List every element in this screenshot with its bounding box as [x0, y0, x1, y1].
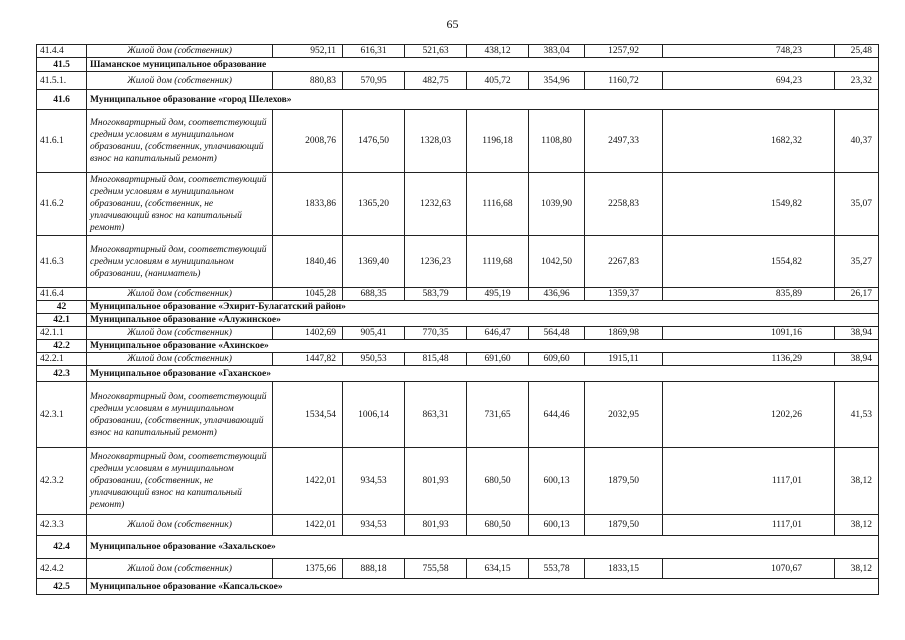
value-cell: 2267,83: [585, 236, 663, 288]
value-cell: 38,12: [835, 559, 879, 579]
row-code: 41.6.1: [37, 110, 87, 173]
value-cell: 26,17: [835, 288, 879, 301]
section-row: [37, 314, 879, 327]
value-cell: 38,12: [835, 448, 879, 515]
value-cell: 1045,28: [273, 288, 343, 301]
page-number: 65: [446, 17, 459, 31]
value-cell: 600,13: [529, 515, 585, 536]
value-cell: 1375,66: [273, 559, 343, 579]
value-cell: 815,48: [405, 353, 467, 366]
value-cell: 38,94: [835, 327, 879, 340]
value-cell: 553,78: [529, 559, 585, 579]
section-row: [37, 340, 879, 353]
value-cell: 438,12: [467, 45, 529, 58]
value-cell: 801,93: [405, 515, 467, 536]
row-code: 41.4.4: [37, 45, 87, 58]
row-code: 42.2: [37, 340, 87, 353]
row-description: Многоквартирный дом, соответствующий средним условиям в муниципальном образовании, (наниматель): [87, 236, 273, 288]
row-description: Многоквартирный дом, соответствующий средним условиям в муниципальном образовании, (собственник, уплачивающий взнос на капитальный ремонт): [87, 110, 273, 173]
value-cell: 1117,01: [663, 448, 835, 515]
value-cell: 25,48: [835, 45, 879, 58]
value-cell: 1549,82: [663, 173, 835, 236]
value-cell: 1369,40: [343, 236, 405, 288]
value-cell: 1422,01: [273, 448, 343, 515]
row-code: 41.5.1.: [37, 72, 87, 90]
value-cell: 521,63: [405, 45, 467, 58]
table-row: [37, 288, 879, 301]
value-cell: 2497,33: [585, 110, 663, 173]
row-description: Жилой дом (собственник): [87, 515, 273, 536]
row-code: 42.3.2: [37, 448, 87, 515]
value-cell: 1091,16: [663, 327, 835, 340]
value-cell: 482,75: [405, 72, 467, 90]
row-code: 41.6.4: [37, 288, 87, 301]
row-description: Жилой дом (собственник): [87, 45, 273, 58]
section-row: [37, 366, 879, 382]
value-cell: 1534,54: [273, 382, 343, 448]
row-code: 42.3: [37, 366, 87, 382]
section-title: Муниципальное образование «Алужинское»: [87, 314, 879, 327]
row-code: 42: [37, 301, 87, 314]
section-row: [37, 579, 879, 595]
value-cell: 583,79: [405, 288, 467, 301]
value-cell: 436,96: [529, 288, 585, 301]
table-row: [37, 72, 879, 90]
value-cell: 2258,83: [585, 173, 663, 236]
value-cell: 1042,50: [529, 236, 585, 288]
value-cell: 1236,23: [405, 236, 467, 288]
row-code: 42.3.1: [37, 382, 87, 448]
value-cell: 1232,63: [405, 173, 467, 236]
table-row: [37, 45, 879, 58]
value-cell: 354,96: [529, 72, 585, 90]
value-cell: 2008,76: [273, 110, 343, 173]
value-cell: 880,83: [273, 72, 343, 90]
row-description: Жилой дом (собственник): [87, 353, 273, 366]
table-row: [37, 448, 879, 515]
section-title: Муниципальное образование «Капсальское»: [87, 579, 879, 595]
row-description: Многоквартирный дом, соответствующий средним условиям в муниципальном образовании, (собственник, не уплачивающий взнос на капитальный ремонт): [87, 448, 273, 515]
value-cell: 1070,67: [663, 559, 835, 579]
value-cell: 383,04: [529, 45, 585, 58]
value-cell: 755,58: [405, 559, 467, 579]
row-description: Многоквартирный дом, соответствующий средним условиям в муниципальном образовании, (собственник, не уплачивающий взнос на капитальный ремонт): [87, 173, 273, 236]
value-cell: 1833,15: [585, 559, 663, 579]
value-cell: 1119,68: [467, 236, 529, 288]
value-cell: 934,53: [343, 448, 405, 515]
value-cell: 1136,29: [663, 353, 835, 366]
row-description: Жилой дом (собственник): [87, 288, 273, 301]
section-title: Муниципальное образование «Захальское»: [87, 536, 879, 559]
table-row: [37, 515, 879, 536]
value-cell: 38,12: [835, 515, 879, 536]
tariff-table: [36, 44, 879, 595]
value-cell: 1202,26: [663, 382, 835, 448]
row-code: 42.4.2: [37, 559, 87, 579]
value-cell: 646,47: [467, 327, 529, 340]
value-cell: 835,89: [663, 288, 835, 301]
value-cell: 1039,90: [529, 173, 585, 236]
value-cell: 1116,68: [467, 173, 529, 236]
value-cell: 1682,32: [663, 110, 835, 173]
row-code: 41.6.3: [37, 236, 87, 288]
value-cell: 694,23: [663, 72, 835, 90]
value-cell: 1365,20: [343, 173, 405, 236]
value-cell: 934,53: [343, 515, 405, 536]
value-cell: 680,50: [467, 515, 529, 536]
row-code: 41.6.2: [37, 173, 87, 236]
row-code: 42.5: [37, 579, 87, 595]
table-row: [37, 110, 879, 173]
value-cell: 1879,50: [585, 515, 663, 536]
row-code: 42.1.1: [37, 327, 87, 340]
value-cell: 1840,46: [273, 236, 343, 288]
value-cell: 1117,01: [663, 515, 835, 536]
table-row: [37, 327, 879, 340]
value-cell: 1422,01: [273, 515, 343, 536]
value-cell: 950,53: [343, 353, 405, 366]
value-cell: 495,19: [467, 288, 529, 301]
value-cell: 1869,98: [585, 327, 663, 340]
table-row: [37, 353, 879, 366]
value-cell: 748,23: [663, 45, 835, 58]
value-cell: 1554,82: [663, 236, 835, 288]
value-cell: 2032,95: [585, 382, 663, 448]
value-cell: 688,35: [343, 288, 405, 301]
value-cell: 616,31: [343, 45, 405, 58]
value-cell: 1328,03: [405, 110, 467, 173]
value-cell: 1833,86: [273, 173, 343, 236]
row-description: Многоквартирный дом, соответствующий средним условиям в муниципальном образовании, (собственник, уплачивающий взнос на капитальный ремонт): [87, 382, 273, 448]
value-cell: 863,31: [405, 382, 467, 448]
section-row: [37, 90, 879, 110]
section-row: [37, 536, 879, 559]
row-description: Жилой дом (собственник): [87, 559, 273, 579]
section-title: Муниципальное образование «Гаханское»: [87, 366, 879, 382]
value-cell: 1402,69: [273, 327, 343, 340]
table-body: [37, 45, 879, 595]
value-cell: 35,27: [835, 236, 879, 288]
table-row: [37, 382, 879, 448]
row-description: Жилой дом (собственник): [87, 327, 273, 340]
row-code: 42.4: [37, 536, 87, 559]
value-cell: 680,50: [467, 448, 529, 515]
value-cell: 1476,50: [343, 110, 405, 173]
row-code: 41.5: [37, 58, 87, 72]
value-cell: 35,07: [835, 173, 879, 236]
value-cell: 1196,18: [467, 110, 529, 173]
value-cell: 1915,11: [585, 353, 663, 366]
row-code: 42.1: [37, 314, 87, 327]
section-title: Муниципальное образование «город Шелехов»: [87, 90, 879, 110]
value-cell: 1006,14: [343, 382, 405, 448]
section-title: Муниципальное образование «Эхирит-Булагатский район»: [87, 301, 879, 314]
value-cell: 691,60: [467, 353, 529, 366]
value-cell: 1447,82: [273, 353, 343, 366]
value-cell: 634,15: [467, 559, 529, 579]
value-cell: 564,48: [529, 327, 585, 340]
table-row: [37, 559, 879, 579]
value-cell: 1257,92: [585, 45, 663, 58]
row-code: 41.6: [37, 90, 87, 110]
value-cell: 570,95: [343, 72, 405, 90]
value-cell: 609,60: [529, 353, 585, 366]
value-cell: 770,35: [405, 327, 467, 340]
section-title: Шаманское муниципальное образование: [87, 58, 879, 72]
value-cell: 38,94: [835, 353, 879, 366]
value-cell: 644,46: [529, 382, 585, 448]
section-row: [37, 58, 879, 72]
value-cell: 41,53: [835, 382, 879, 448]
value-cell: 600,13: [529, 448, 585, 515]
row-code: 42.3.3: [37, 515, 87, 536]
row-description: Жилой дом (собственник): [87, 72, 273, 90]
table-row: [37, 236, 879, 288]
section-title: Муниципальное образование «Ахинское»: [87, 340, 879, 353]
value-cell: 23,32: [835, 72, 879, 90]
value-cell: 801,93: [405, 448, 467, 515]
value-cell: 905,41: [343, 327, 405, 340]
value-cell: 1160,72: [585, 72, 663, 90]
value-cell: 731,65: [467, 382, 529, 448]
row-code: 42.2.1: [37, 353, 87, 366]
section-row: [37, 301, 879, 314]
value-cell: 1108,80: [529, 110, 585, 173]
value-cell: 888,18: [343, 559, 405, 579]
value-cell: 1879,50: [585, 448, 663, 515]
value-cell: 1359,37: [585, 288, 663, 301]
value-cell: 405,72: [467, 72, 529, 90]
value-cell: 40,37: [835, 110, 879, 173]
table-row: [37, 173, 879, 236]
value-cell: 952,11: [273, 45, 343, 58]
